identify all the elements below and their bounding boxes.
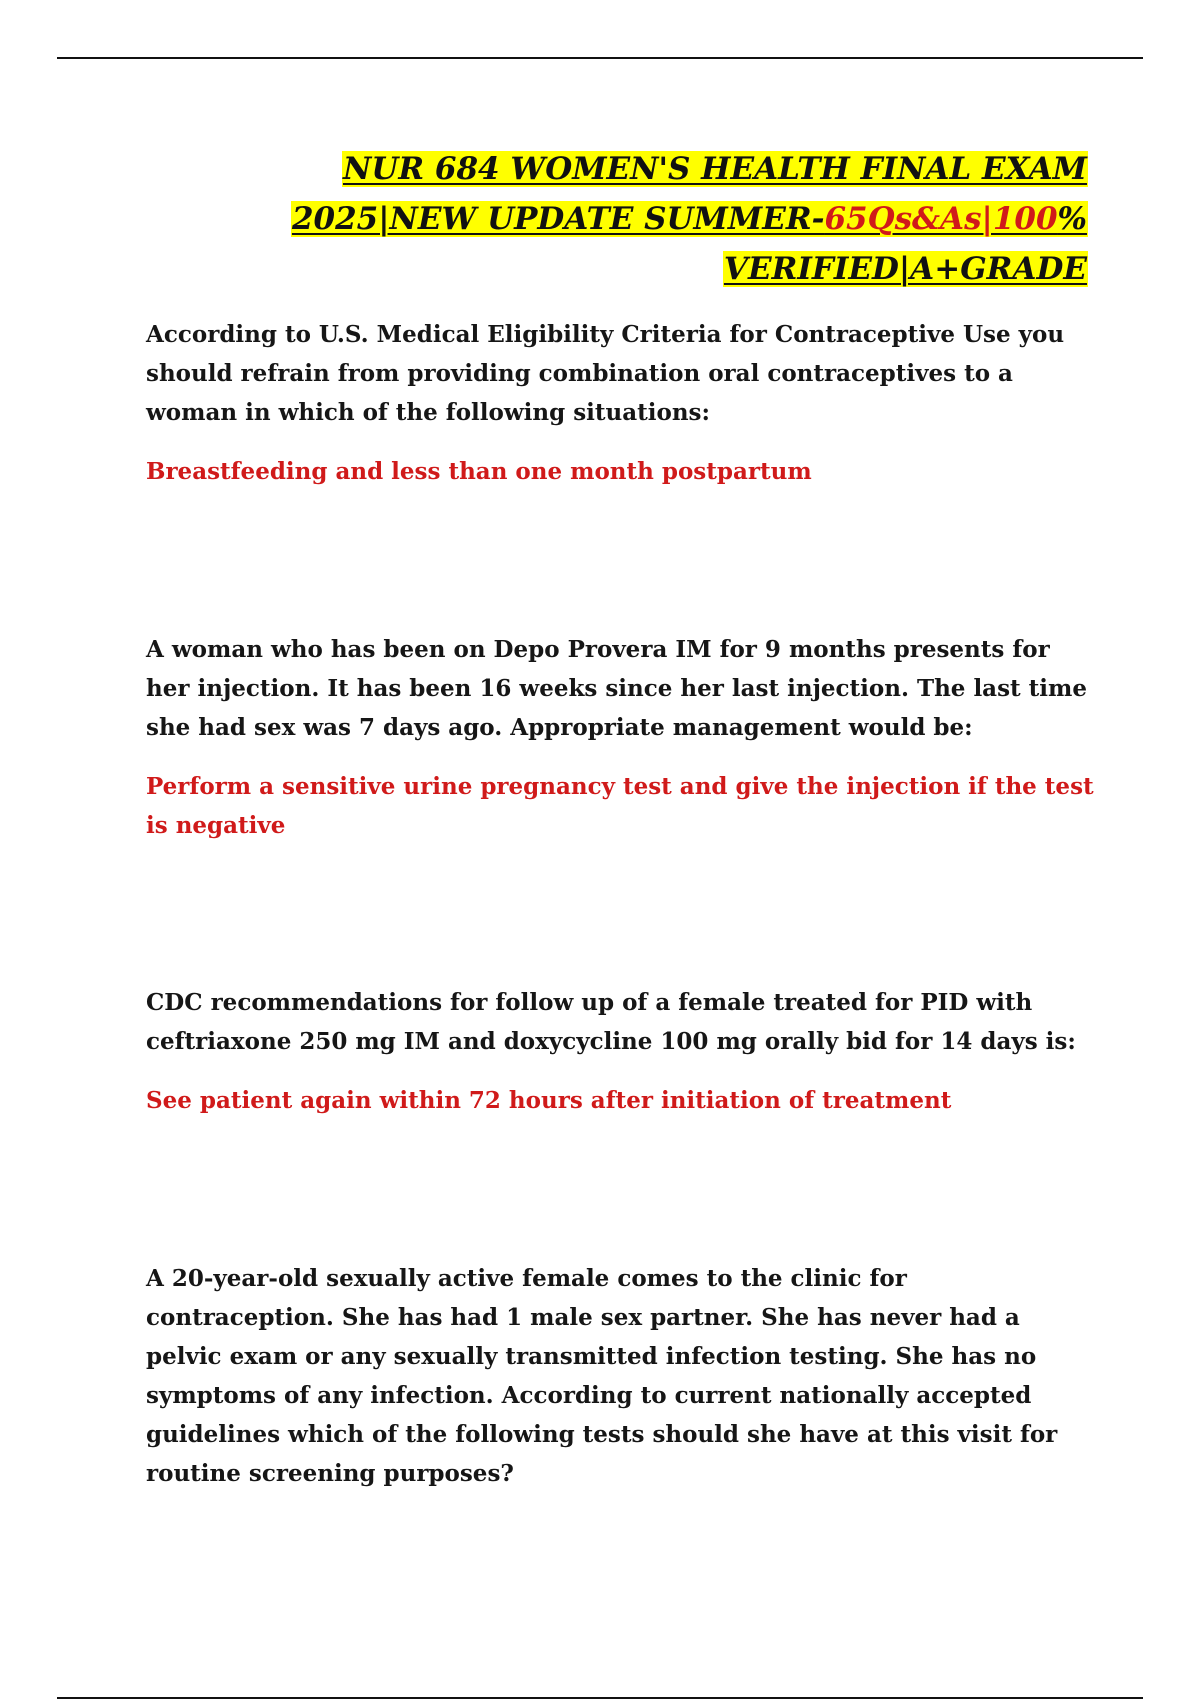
title-line-3: VERIFIED|A+GRADE bbox=[723, 251, 1087, 287]
title-line-2-end: % bbox=[1057, 201, 1087, 237]
qa-item-3 bbox=[146, 983, 1096, 1120]
qa-item-1 bbox=[146, 315, 1096, 491]
question-2: A woman who has been on Depo Provera IM for 9 months presents for her injection. It has been 16 weeks since her last injection. The last time she had sex was 7 days ago. Appropriate management would be: bbox=[146, 636, 1088, 741]
title-line-2-red: 65Qs&As|100 bbox=[824, 201, 1058, 237]
title-line-2-text: 2025|NEW UPDATE SUMMER- bbox=[291, 201, 825, 237]
answer-2: Perform a sensitive urine pregnancy test and give the injection if the test is negative bbox=[146, 773, 1094, 839]
top-rule bbox=[57, 57, 1143, 59]
document-title bbox=[228, 144, 1088, 294]
qa-item-4 bbox=[146, 1259, 1096, 1493]
question-1: According to U.S. Medical Eligibility Criteria for Contraceptive Use you should refrain from providing combination oral contraceptives to a woman in which of the following situations: bbox=[146, 321, 1065, 426]
title-line-2 bbox=[291, 201, 1088, 237]
question-4: A 20-year-old sexually active female comes to the clinic for contraception. She has had 1 male sex partner. She has never had a pelvic exam or any sexually transmitted infection testing. She has no symptoms of any infection. According to current nationally accepted guidelines which of the following tests should she have at this visit for routine screening purposes? bbox=[146, 1265, 1058, 1487]
answer-1: Breastfeeding and less than one month postpartum bbox=[146, 458, 812, 485]
title-line-1: NUR 684 WOMEN'S HEALTH FINAL EXAM bbox=[342, 151, 1087, 187]
answer-3: See patient again within 72 hours after initiation of treatment bbox=[146, 1087, 952, 1114]
bottom-rule bbox=[57, 1697, 1143, 1699]
qa-item-2 bbox=[146, 630, 1096, 845]
question-3: CDC recommendations for follow up of a female treated for PID with ceftriaxone 250 mg IM and doxycycline 100 mg orally bid for 14 days is: bbox=[146, 989, 1076, 1055]
